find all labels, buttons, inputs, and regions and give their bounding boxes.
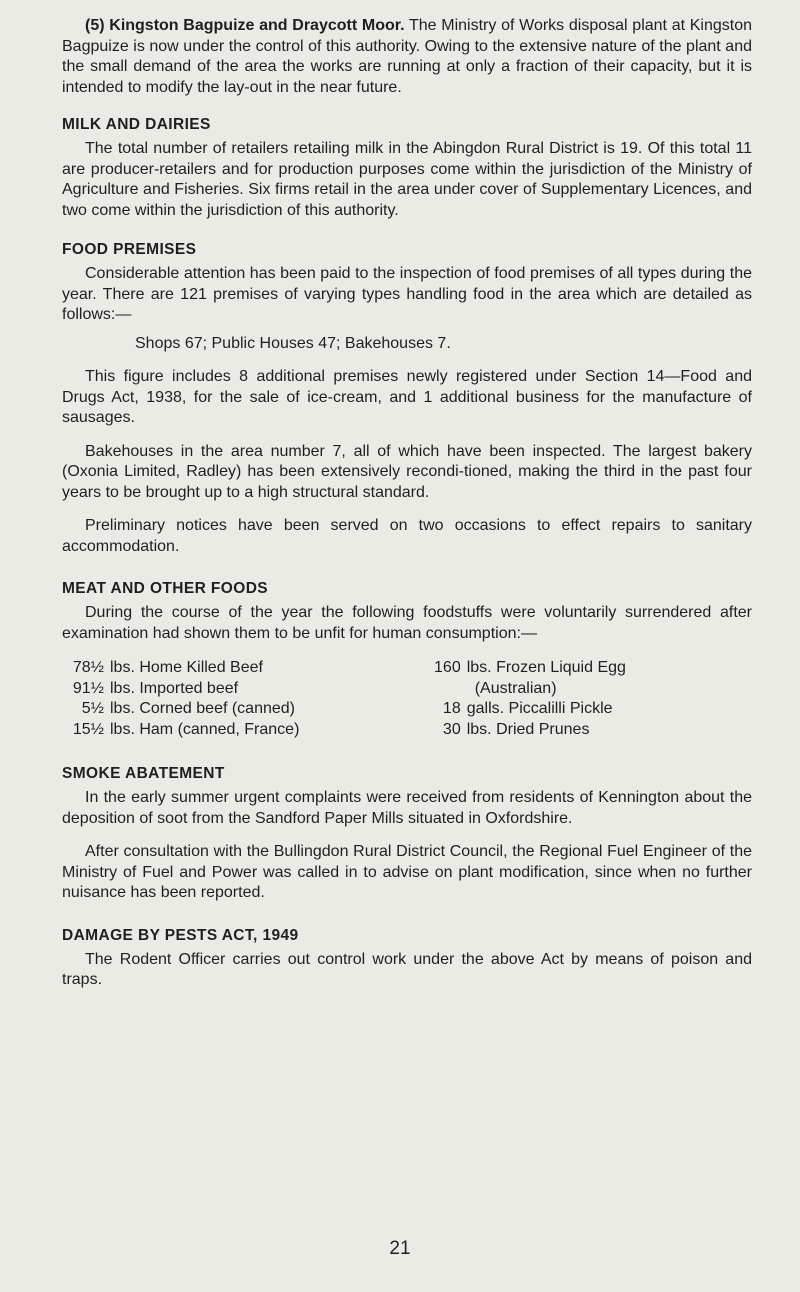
document-page <box>62 16 752 991</box>
list-item <box>62 720 427 741</box>
heading-food-premises: FOOD PREMISES <box>62 241 197 258</box>
list-item <box>427 699 752 720</box>
heading-milk: MILK AND DAIRIES <box>62 116 211 133</box>
smoke-paragraph-1: In the early summer urgent complaints were received from residents of Kennington about the deposition of soot from the Sandford Paper Mills situated in Oxfordshire. <box>62 789 752 827</box>
heading-pests: DAMAGE BY PESTS ACT, 1949 <box>62 926 299 944</box>
foodstuffs-list <box>62 658 752 740</box>
list-item <box>427 658 752 679</box>
item-qty: 91½ <box>72 679 104 697</box>
item-qty: 30 <box>442 720 461 738</box>
item-qty: 18 <box>442 700 461 717</box>
intro-paragraph <box>62 16 752 98</box>
item-desc: lbs. Home Killed Beef <box>110 659 263 676</box>
item-qty: 160 <box>434 659 461 676</box>
heading-smoke: SMOKE ABATEMENT <box>62 765 225 782</box>
section-food-premises <box>62 240 752 557</box>
intro-text: The Ministry of Works disposal plant at Kingston Bagpuize is now under the control of this authority. Owing to the extensive nature of the plant and the small demand of the area the works are running at only a fraction of their capacity, but it is intended to modify the lay-out in the near future. <box>62 17 753 96</box>
list-item <box>427 720 752 741</box>
intro-lead: (5) Kingston Bagpuize and Draycott Moor. <box>85 17 405 34</box>
item-qty: 5½ <box>81 700 104 717</box>
list-item <box>62 699 427 720</box>
heading-meat: MEAT AND OTHER FOODS <box>62 580 269 597</box>
pests-paragraph: The Rodent Officer carries out control work under the above Act by means of poison and traps. <box>62 950 752 988</box>
food-paragraph-1: Considerable attention has been paid to the inspection of food premises of all types during the year. There are 121 premises of varying types handling food in the area which are detailed as follows:— <box>62 265 752 323</box>
list-item <box>62 679 427 700</box>
item-qty <box>427 679 467 700</box>
section-meat <box>62 579 752 740</box>
item-desc: lbs. Imported beef <box>110 679 239 697</box>
item-qty: 78½ <box>72 659 104 676</box>
item-desc: lbs. Dried Prunes <box>466 720 590 738</box>
milk-paragraph: The total number of retailers retailing milk in the Abingdon Rural District is 19. Of this total 11 are producer-retailers and for production purposes come within the jurisdiction of the Ministry of Agriculture and Fisheries. Six firms retail in the area under cover of Supplementary Licences, and two come within the jurisdiction of this authority. <box>62 140 752 219</box>
foodstuffs-left-column <box>62 658 427 740</box>
food-paragraph-3: Bakehouses in the area number 7, all of which have been inspected. The largest bakery (Oxonia Limited, Radley) has been extensively recondi-tioned, making the third in the past four years to be brought up to a high structural standard. <box>62 442 752 501</box>
meat-paragraph: During the course of the year the following foodstuffs were voluntarily surrendered after examination had shown them to be unfit for human consumption:— <box>62 604 752 642</box>
food-paragraph-2: This figure includes 8 additional premises newly registered under Section 14—Food and Drugs Act, 1938, for the sale of ice-cream, and 1 additional business for the manufacture of sausages. <box>62 368 752 426</box>
foodstuffs-right-column <box>427 658 752 740</box>
list-item <box>62 658 427 679</box>
item-desc: (Australian) <box>474 679 557 697</box>
food-paragraph-4: Preliminary notices have been served on two occasions to effect repairs to sanitary accommodation. <box>62 517 752 555</box>
section-smoke <box>62 764 752 904</box>
smoke-paragraph-2: After consultation with the Bullingdon Rural District Council, the Regional Fuel Engineer of the Ministry of Fuel and Power was called in to advise on plant modification, since when no further nuisance has been reported. <box>62 843 752 901</box>
item-desc: lbs. Frozen Liquid Egg <box>466 659 626 676</box>
list-item <box>427 679 752 700</box>
item-qty: 15½ <box>72 720 104 738</box>
food-premises-counts: Shops 67; Public Houses 47; Bakehouses 7. <box>135 334 451 352</box>
section-milk <box>62 115 752 221</box>
page-number: 21 <box>389 1238 411 1259</box>
section-pests <box>62 926 752 991</box>
item-desc: lbs. Corned beef (canned) <box>110 700 295 717</box>
item-desc: galls. Piccalilli Pickle <box>466 700 613 717</box>
item-desc: lbs. Ham (canned, France) <box>110 720 300 738</box>
